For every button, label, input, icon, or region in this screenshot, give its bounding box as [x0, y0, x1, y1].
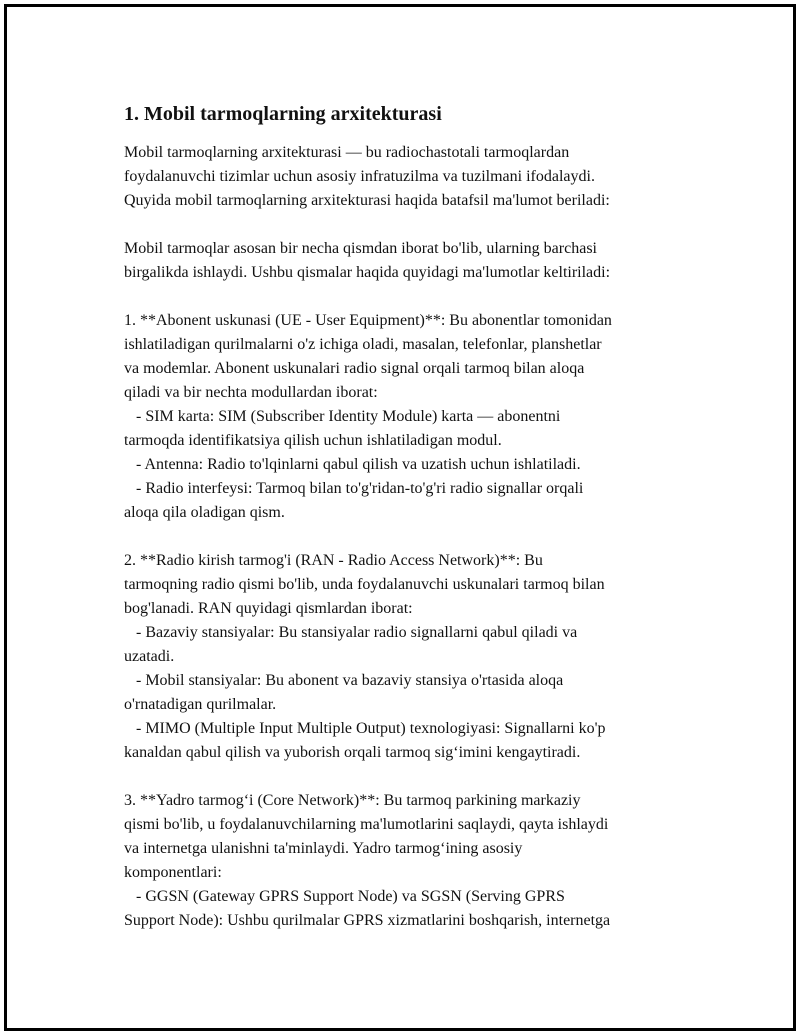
blank-line	[124, 765, 694, 789]
text-line: qiladi va bir nechta modullardan iborat:	[124, 384, 378, 401]
text-line: komponentlari:	[124, 864, 222, 881]
text-line: - MIMO (Multiple Input Multiple Output) texnologiyasi: Signallarni ko'p	[124, 720, 606, 737]
text-line: uzatadi.	[124, 648, 175, 665]
text-line: Mobil tarmoqlar asosan bir necha qismdan iborat bo'lib, ularning barchasi	[124, 240, 597, 257]
text-line: ishlatiladigan qurilmalarni o'z ichiga oladi, masalan, telefonlar, planshetlar	[124, 336, 602, 353]
document-text	[124, 141, 694, 933]
text-line: foydalanuvchi tizimlar uchun asosiy infratuzilma va tuzilmani ifodalaydi.	[124, 168, 595, 185]
text-line: 1. **Abonent uskunasi (UE - User Equipment)**: Bu abonentlar tomonidan	[124, 312, 612, 329]
page-frame	[4, 4, 796, 1031]
text-line: Support Node): Ushbu qurilmalar GPRS xizmatlarini boshqarish, internetga	[124, 912, 611, 929]
text-line: - SIM karta: SIM (Subscriber Identity Module) karta — abonentni	[124, 408, 561, 425]
text-line: birgalikda ishlaydi. Ushbu qismalar haqida quyidagi ma'lumotlar keltiriladi:	[124, 264, 611, 281]
text-line: 2. **Radio kirish tarmog'i (RAN - Radio Access Network)**: Bu	[124, 552, 543, 569]
text-line: - Radio interfeysi: Tarmoq bilan to'g'ridan-to'g'ri radio signallar orqali	[124, 480, 584, 497]
text-line: aloqa qila oladigan qism.	[124, 504, 285, 521]
text-line: - Antenna: Radio to'lqinlarni qabul qilish va uzatish uchun ishlatiladi.	[124, 456, 581, 473]
text-line: qismi bo'lib, u foydalanuvchilarning ma'lumotlarini saqlaydi, qayta ishlaydi	[124, 816, 609, 833]
document-title: 1. Mobil tarmoqlarning arxitekturasi	[124, 103, 442, 125]
text-line: va internetga ulanishni ta'minlaydi. Yadro tarmog‘ining asosiy	[124, 840, 523, 857]
text-line: - Mobil stansiyalar: Bu abonent va bazaviy stansiya o'rtasida aloqa	[124, 672, 564, 689]
text-line: kanaldan qabul qilish va yuborish orqali tarmoq sig‘imini kengaytiradi.	[124, 744, 581, 761]
blank-line	[124, 525, 694, 549]
text-line: va modemlar. Abonent uskunalari radio signal orqali tarmoq bilan aloqa	[124, 360, 585, 377]
text-line: bog'lanadi. RAN quyidagi qismlardan iborat:	[124, 600, 413, 617]
text-line: - GGSN (Gateway GPRS Support Node) va SGSN (Serving GPRS	[124, 888, 565, 905]
document-body	[124, 101, 694, 933]
text-line: 3. **Yadro tarmog‘i (Core Network)**: Bu tarmoq parkining markaziy	[124, 792, 581, 809]
text-line: tarmoqda identifikatsiya qilish uchun ishlatiladigan modul.	[124, 432, 502, 449]
text-line: o'rnatadigan qurilmalar.	[124, 696, 277, 713]
text-line: - Bazaviy stansiyalar: Bu stansiyalar radio signallarni qabul qiladi va	[124, 624, 578, 641]
text-line: Quyida mobil tarmoqlarning arxitekturasi haqida batafsil ma'lumot beriladi:	[124, 192, 610, 209]
text-line: Mobil tarmoqlarning arxitekturasi — bu radiochastotali tarmoqlardan	[124, 144, 570, 161]
text-line: tarmoqning radio qismi bo'lib, unda foydalanuvchi uskunalari tarmoq bilan	[124, 576, 605, 593]
blank-line	[124, 285, 694, 309]
blank-line	[124, 213, 694, 237]
